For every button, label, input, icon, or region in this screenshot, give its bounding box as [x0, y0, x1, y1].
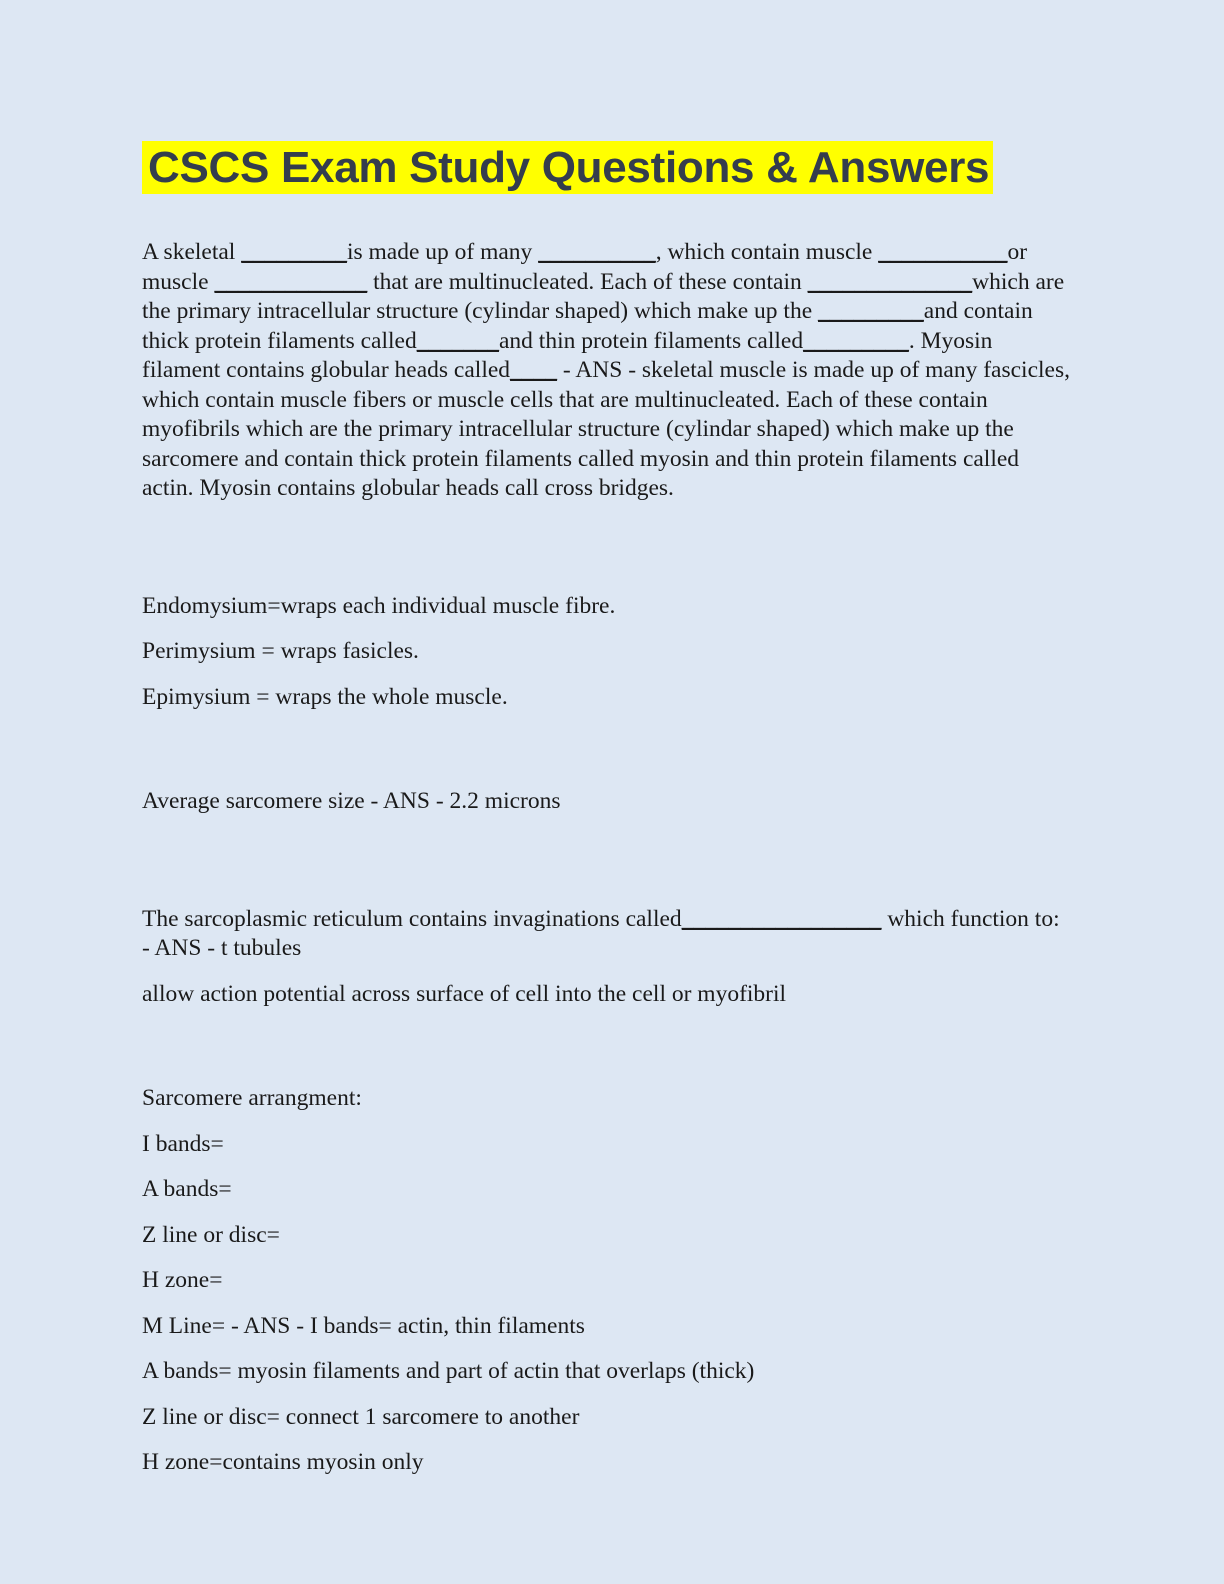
- para1-blank-9: ____: [510, 357, 558, 383]
- spacer: [142, 621, 1072, 637]
- list-item-i-bands-prompt: I bands=: [142, 1130, 224, 1157]
- sr-blank: _________________: [681, 905, 882, 932]
- list-item-z-line-prompt: Z line or disc=: [142, 1221, 280, 1248]
- spacer: [142, 1296, 1072, 1312]
- heading-sarcomere-arrangement: Sarcomere arrangment:: [142, 1085, 362, 1111]
- line-perimysium: Perimysium = wraps fasicles.: [142, 638, 419, 664]
- para1-seg-10: which are the primary intracellular structure (cylindar shaped) which make up the: [142, 268, 1065, 324]
- list-item-h-zone-answer: H zone=contains myosin only: [142, 1449, 424, 1475]
- spacer: [142, 1432, 1072, 1448]
- spacer: [142, 1341, 1072, 1357]
- para1-blank-1: _________: [241, 239, 347, 265]
- list-item-z-line-answer: Z line or disc= connect 1 sarcomere to another: [142, 1403, 580, 1430]
- page-title: [142, 136, 1092, 200]
- page-title-text: CSCS Exam Study Questions & Answers: [142, 141, 993, 194]
- spacer: [142, 1205, 1072, 1221]
- para1-blank-2: __________: [538, 239, 656, 265]
- para1-blank-5: ______________: [807, 268, 973, 295]
- list-item-m-line-answer: M Line= - ANS - I bands= actin, thin filaments: [142, 1312, 585, 1339]
- spacer: [142, 1250, 1072, 1266]
- document-body: [142, 238, 1072, 1478]
- line-average-sarcomere-size: Average sarcomere size - ANS - 2.2 microns: [142, 788, 561, 814]
- spacer: [142, 1009, 1072, 1084]
- line-t-tubule-function: allow action potential across surface of cell into the cell or myofibril: [142, 980, 787, 1007]
- sr-question-prefix: The sarcoplasmic reticulum contains invaginations called: [142, 905, 682, 932]
- spacer: [142, 712, 1072, 787]
- paragraph-skeletal-muscle: [142, 238, 1072, 504]
- spacer: [142, 817, 1072, 905]
- para1-blank-6: _________: [818, 298, 924, 324]
- para1-seg-12: and contain thick protein filaments called: [142, 298, 1033, 354]
- para1-seg-0: A skeletal: [142, 239, 242, 265]
- para1-seg-18: - ANS - skeletal muscle is made up of many fascicles, which contain muscle fibers or muscle cells that are multinucleated. Each of these contain myofibrils which are the primary intracellular structure (cylindar shaped) which make up the sarcomere and contain thick protein filaments called myosin and thin protein filaments called actin. Myosin contains globular heads call cross bridges.: [142, 357, 1070, 501]
- line-endomysium: Endomysium=wraps each individual muscle fibre.: [142, 592, 616, 619]
- para1-blank-4: _____________: [214, 268, 368, 295]
- list-item-a-bands-answer: A bands= myosin filaments and part of actin that overlaps (thick): [142, 1358, 755, 1384]
- spacer: [142, 667, 1072, 683]
- para1-blank-7: _______: [416, 327, 499, 354]
- para1-seg-8: that are multinucleated. Each of these contain: [367, 268, 808, 295]
- para1-seg-6: or muscle: [142, 239, 1028, 295]
- para1-seg-16: . Myosin filament contains globular heads called: [142, 327, 993, 383]
- para1-seg-14: and thin protein filaments called: [498, 327, 804, 354]
- spacer: [142, 504, 1072, 592]
- para1-seg-4: , which contain muscle: [655, 239, 879, 265]
- list-item-a-bands-prompt: A bands=: [142, 1176, 232, 1202]
- para1-blank-3: ___________: [878, 239, 1008, 265]
- spacer: [142, 1387, 1072, 1403]
- line-epimysium: Epimysium = wraps the whole muscle.: [142, 683, 508, 710]
- list-item-h-zone-prompt: H zone=: [142, 1267, 223, 1293]
- spacer: [142, 964, 1072, 980]
- spacer: [142, 1159, 1072, 1175]
- sr-question-suffix: which function to: - ANS - t tubules: [142, 905, 1060, 961]
- para1-blank-8: _________: [803, 327, 909, 354]
- paragraph-sarcoplasmic-reticulum: [142, 905, 1072, 964]
- para1-seg-2: is made up of many: [346, 239, 539, 265]
- spacer: [142, 1114, 1072, 1130]
